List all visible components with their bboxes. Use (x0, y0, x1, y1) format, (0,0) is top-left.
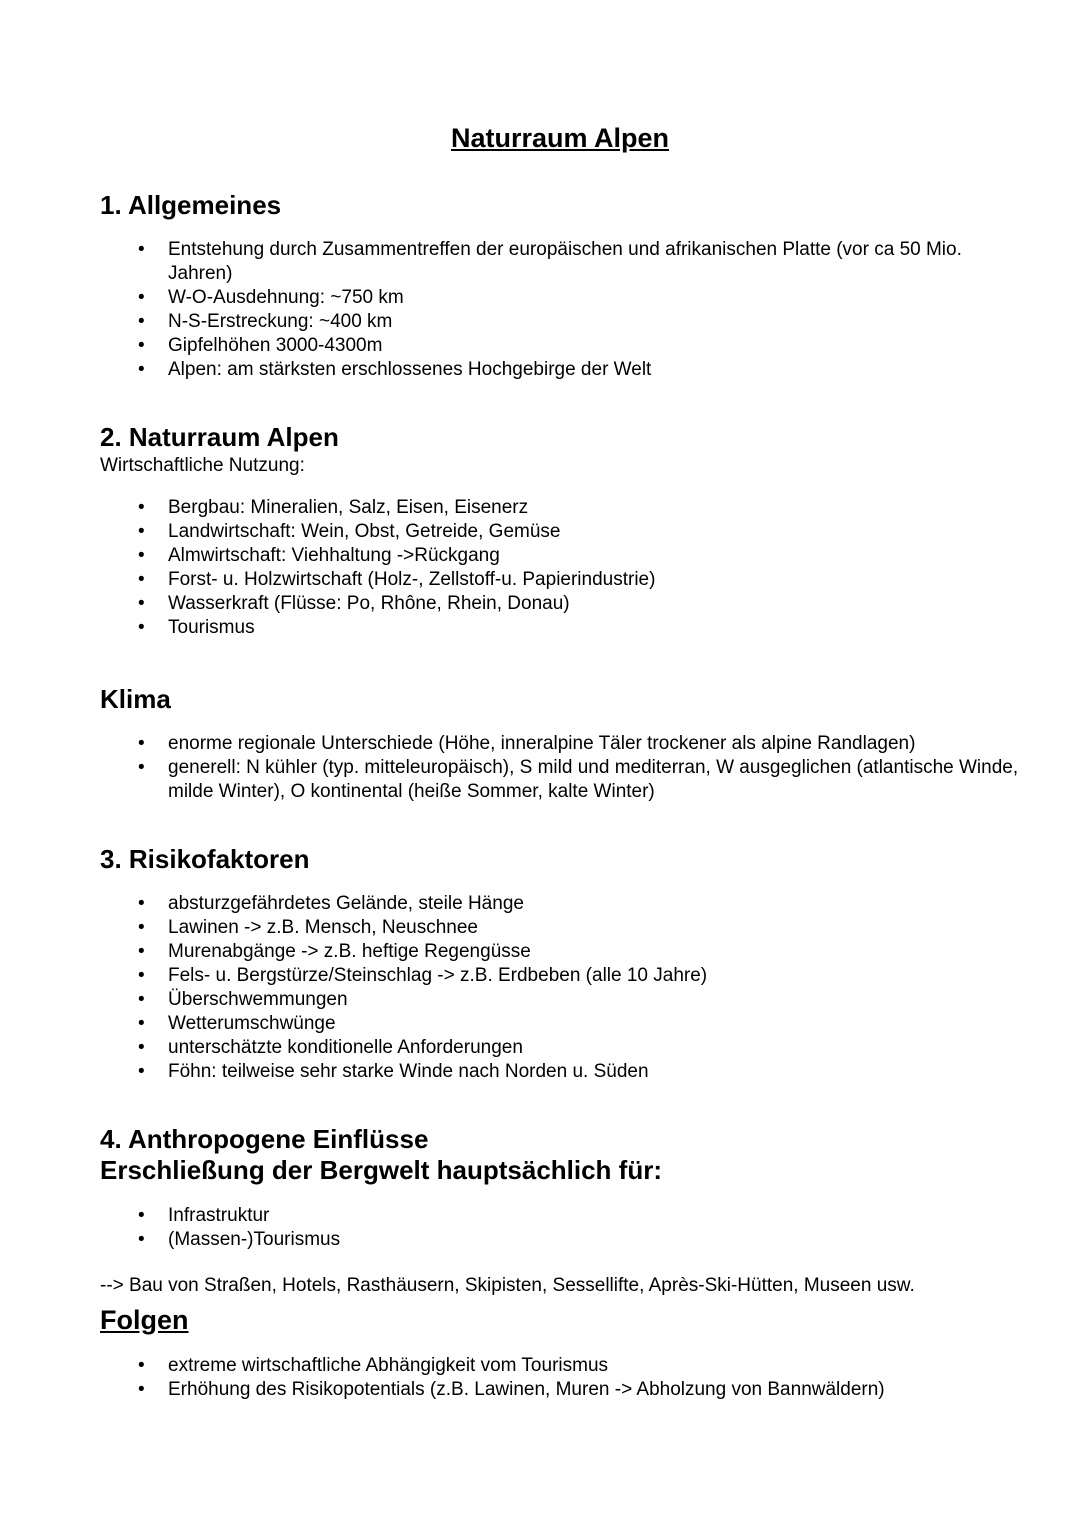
section-2-heading: 2. Naturraum Alpen (100, 422, 339, 452)
list-item: • Föhn: teilweise sehr starke Winde nach Norden u. Süden (168, 1060, 1020, 1084)
list-item: • Überschwemmungen (168, 988, 1020, 1012)
section-4-subheading: Erschließung der Bergwelt hauptsächlich für: (100, 1155, 662, 1185)
list-item: • Erhöhung des Risikopotentials (z.B. Lawinen, Muren -> Abholzung von Bannwäldern) (168, 1378, 1020, 1402)
klima-list (100, 732, 1020, 804)
section-3-heading: 3. Risikofaktoren (100, 844, 310, 874)
list-item: • Landwirtschaft: Wein, Obst, Getreide, Gemüse (168, 520, 1020, 544)
list-item: • Wasserkraft (Flüsse: Po, Rhône, Rhein, Donau) (168, 592, 1020, 616)
list-item: • unterschätzte konditionelle Anforderungen (168, 1036, 1020, 1060)
section-1-list (100, 238, 1020, 382)
section-2-subheading: Wirtschaftliche Nutzung: (100, 455, 305, 476)
list-item: • Alpen: am stärksten erschlossenes Hochgebirge der Welt (168, 358, 1020, 382)
list-item: • Forst- u. Holzwirtschaft (Holz-, Zellstoff-u. Papierindustrie) (168, 568, 1020, 592)
section-4-list (100, 1204, 1020, 1252)
list-item: • Infrastruktur (168, 1204, 1020, 1228)
list-item: • enorme regionale Unterschiede (Höhe, inneralpine Täler trockener als alpine Randlagen) (168, 732, 1020, 756)
klima-heading: Klima (100, 684, 171, 714)
list-item: • Fels- u. Bergstürze/Steinschlag -> z.B. Erdbeben (alle 10 Jahre) (168, 964, 1020, 988)
list-item: • generell: N kühler (typ. mitteleuropäisch), S mild und mediterran, W ausgeglichen (atlantische Winde, milde Winter), O kontinental (heiße Sommer, kalte Winter) (168, 756, 1020, 804)
list-item: • Murenabgänge -> z.B. heftige Regengüsse (168, 940, 1020, 964)
document-title: Naturraum Alpen (450, 123, 670, 153)
section-1-heading: 1. Allgemeines (100, 190, 282, 220)
list-item: • (Massen-)Tourismus (168, 1228, 1020, 1252)
arrow-note: --> Bau von Straßen, Hotels, Rasthäusern, Skipisten, Sessellifte, Après-Ski-Hütten, Museen usw. (100, 1275, 915, 1296)
section-3-list (100, 892, 1020, 1084)
section-2-list (100, 496, 1020, 640)
list-item: • Entstehung durch Zusammentreffen der europäischen und afrikanischen Platte (vor ca 50 Mio. Jahren) (168, 238, 1020, 286)
list-item: • Tourismus (168, 616, 1020, 640)
folgen-list (100, 1354, 1020, 1402)
folgen-heading: Folgen (100, 1305, 189, 1335)
list-item: • absturzgefährdetes Gelände, steile Hänge (168, 892, 1020, 916)
list-item: • extreme wirtschaftliche Abhängigkeit vom Tourismus (168, 1354, 1020, 1378)
list-item: • Wetterumschwünge (168, 1012, 1020, 1036)
list-item: • Bergbau: Mineralien, Salz, Eisen, Eisenerz (168, 496, 1020, 520)
list-item: • W-O-Ausdehnung: ~750 km (168, 286, 1020, 310)
list-item: • Almwirtschaft: Viehhaltung ->Rückgang (168, 544, 1020, 568)
list-item: • N-S-Erstreckung: ~400 km (168, 310, 1020, 334)
list-item: • Gipfelhöhen 3000-4300m (168, 334, 1020, 358)
section-4-heading: 4. Anthropogene Einflüsse (100, 1124, 429, 1154)
list-item: • Lawinen -> z.B. Mensch, Neuschnee (168, 916, 1020, 940)
